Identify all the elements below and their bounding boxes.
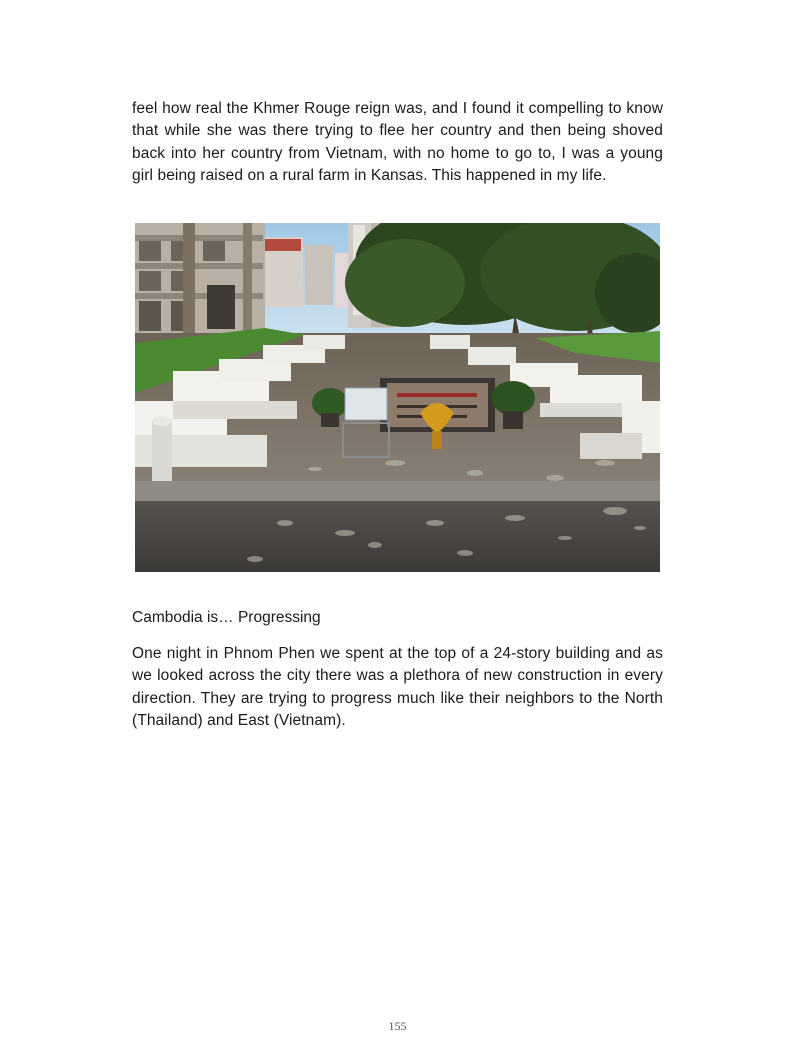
body-paragraph: One night in Phnom Phen we spent at the top of a 24-story building and as we looked across the city there was a plethora of new construction in every direction. They are trying to progress much like their neighbors to the North (Thailand) and East (Vietnam). — [132, 645, 663, 730]
section-heading: Cambodia is… Progressing — [132, 609, 321, 626]
page-number: 155 — [388, 1019, 407, 1033]
courtyard-graves-photo — [135, 223, 660, 572]
body-paragraph: feel how real the Khmer Rouge reign was, and I found it compelling to know that while she was there trying to flee her country and then being shoved back into her country from Vietnam, with no home to go to, I was a young girl being raised on a rural farm in Kansas. This happened in my life. — [132, 100, 663, 185]
